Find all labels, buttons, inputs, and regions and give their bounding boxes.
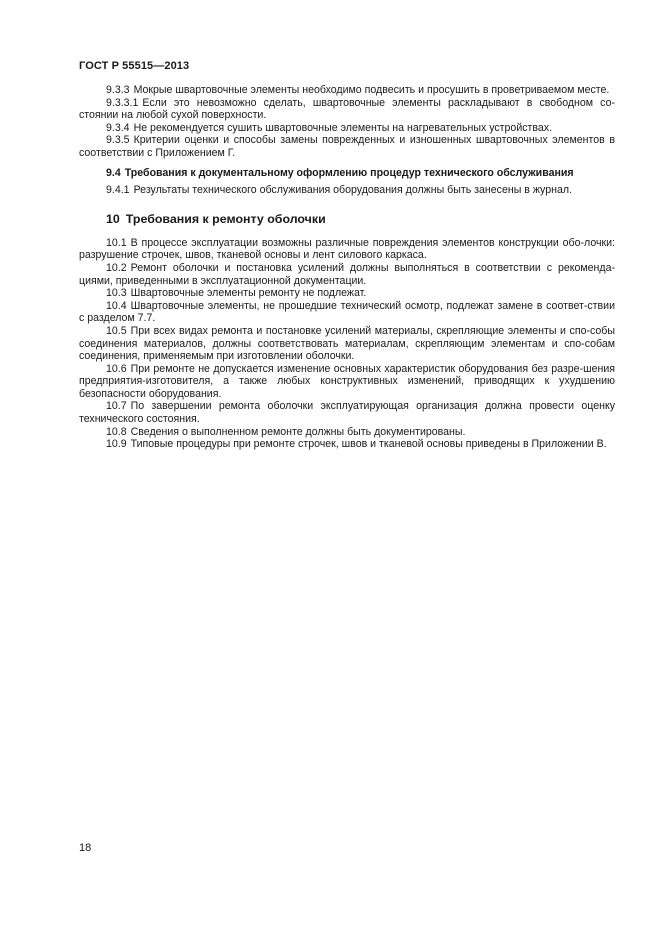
subsection-number: 9.4 — [106, 166, 121, 179]
paragraph-10-2 — [79, 262, 615, 287]
paragraph-number: 10.8 — [106, 425, 127, 438]
paragraph-number: 10.4 — [106, 299, 127, 312]
paragraph-text: Ремонт оболочки и постановка усилений должны выполняться в соответствии с рекоменда-циями, приведенными в эксплуатационной документации. — [79, 261, 615, 287]
section-heading-10 — [79, 211, 615, 227]
paragraph-number: 10.3 — [106, 287, 127, 300]
paragraph-9-4-1 — [79, 184, 615, 197]
paragraph-9-3-3 — [79, 84, 615, 97]
subsection-title: Требования к документальному оформлению процедур технического обслуживания — [124, 166, 574, 179]
paragraph-text: Швартовочные элементы ремонту не подлежат. — [130, 287, 367, 300]
paragraph-10-1 — [79, 237, 615, 262]
paragraph-text: Сведения о выполненном ремонте должны быть документированы. — [130, 425, 466, 438]
page-number: 18 — [79, 842, 92, 854]
document-header: ГОСТ Р 55515—2013 — [79, 60, 190, 72]
paragraph-number: 9.3.3.1 — [106, 96, 139, 109]
paragraph-text: Мокрые швартовочные элементы необходимо подвесить и просушить в проветриваемом месте. — [133, 84, 610, 96]
paragraph-text: Типовые процедуры при ремонте строчек, швов и тканевой основы приведены в Приложении В. — [130, 438, 607, 451]
paragraph-number: 10.5 — [106, 324, 127, 337]
paragraph-9-3-4 — [79, 122, 615, 135]
paragraph-number: 10.9 — [106, 438, 127, 451]
paragraph-number: 9.3.4 — [106, 121, 130, 134]
paragraph-10-3 — [79, 287, 615, 300]
paragraph-number: 10.7 — [106, 400, 127, 413]
paragraph-10-6 — [79, 363, 615, 401]
paragraph-10-4 — [79, 300, 615, 325]
page-body — [79, 84, 615, 451]
paragraph-10-8 — [79, 426, 615, 439]
paragraph-text: В процессе эксплуатации возможны различные повреждения элементов конструкции обо-лочки: разрушение строчек, швов, тканевой основы и лент силового каркаса. — [79, 236, 615, 262]
paragraph-text: При всех видах ремонта и постановке усилений материалы, скрепляющие элементы и спо-собы соединения материалов, должны соответствовать материалам, скрепляющим элементам и спо-собам соединения, применяемым при изготовлении оболочки. — [79, 324, 615, 363]
paragraph-text: Критерии оценки и способы замены поврежденных и изношенных швартовочных элементов в соответствии с Приложением Г. — [79, 134, 615, 159]
paragraph-text: Если это невозможно сделать, швартовочные элементы раскладывают в свободном со-стоянии на любой сухой поверхности. — [79, 96, 615, 122]
paragraph-9-3-5 — [79, 134, 615, 159]
section-title: Требования к ремонту оболочки — [125, 211, 326, 226]
paragraph-text: При ремонте не допускается изменение основных характеристик оборудования без разре-шения предприятия-изготовителя, а также любых конструктивных изменений, приводящих к ухудшению безопасности оборудования. — [79, 362, 615, 400]
paragraph-number: 9.4.1 — [106, 184, 130, 197]
section-number: 10 — [106, 211, 120, 226]
paragraph-text: Не рекомендуется сушить швартовочные элементы на нагревательных устройствах. — [133, 121, 553, 134]
paragraph-text: Результаты технического обслуживания оборудования должны быть занесены в журнал. — [133, 184, 572, 197]
paragraph-number: 10.1 — [106, 236, 127, 249]
paragraph-10-5 — [79, 325, 615, 363]
paragraph-10-9 — [79, 438, 615, 451]
paragraph-number: 9.3.3 — [106, 84, 130, 96]
subsection-heading-9-4 — [79, 167, 615, 180]
paragraph-text: Швартовочные элементы, не прошедшие технический осмотр, подлежат замене в соответ-ствии с разделом 7.7. — [79, 299, 615, 325]
paragraph-9-3-3-1 — [79, 97, 615, 122]
paragraph-10-7 — [79, 400, 615, 425]
paragraph-number: 10.2 — [106, 261, 127, 274]
paragraph-number: 9.3.5 — [106, 134, 130, 147]
paragraph-number: 10.6 — [106, 362, 127, 375]
paragraph-text: По завершении ремонта оболочки эксплуатирующая организация должна провести оценку технического состояния. — [79, 400, 615, 426]
